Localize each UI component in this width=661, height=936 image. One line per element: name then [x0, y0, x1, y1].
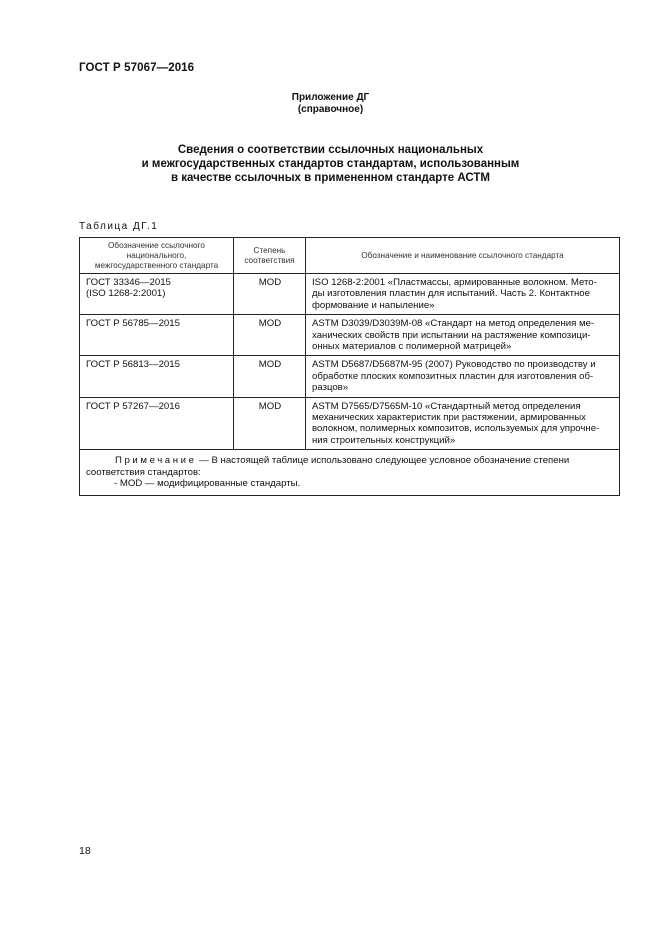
annex-subtitle: (справочное) — [297, 104, 364, 115]
table-row — [80, 274, 620, 315]
cell-designation: ГОСТ 33346—2015 (ISO 1268-2:2001) — [80, 274, 234, 315]
annex-heading — [0, 92, 661, 116]
note-text — [86, 455, 613, 478]
header-designation: Обозначение ссылочного национального, межгосударственного стандарта — [80, 238, 234, 274]
table-header-row — [80, 238, 620, 274]
cell-title: ASTM D7565/D7565M-10 «Стандартный метод определения механических характеристик при растяжении, армированных волокном, полимерных композитов, используемых для упрочне- ния строительных конструкций» — [306, 397, 620, 450]
document-code: ГОСТ Р 57067—2016 — [79, 62, 195, 74]
note-list-item: - MOD — модифицированные стандарты. — [114, 478, 301, 490]
cell-designation: ГОСТ Р 57267—2016 — [80, 397, 234, 450]
annex-main-title — [0, 143, 661, 185]
header-degree: Степень соответствия — [234, 238, 306, 274]
annex-title: Приложение ДГ — [291, 92, 370, 103]
table-caption: Таблица ДГ.1 — [79, 221, 159, 232]
cell-title: ISO 1268-2:2001 «Пластмассы, армированные волокном. Мето- ды изготовления пластин для испытаний. Часть 2. Контактное формование и напыление» — [306, 274, 620, 315]
note-lead: Примечание — [115, 455, 197, 467]
cell-degree: MOD — [234, 397, 306, 450]
title-line: Сведения о соответствии ссылочных национальных — [177, 144, 484, 156]
table-note-row — [80, 450, 620, 495]
table-row — [80, 356, 620, 397]
reference-standards-table — [79, 237, 620, 496]
cell-degree: MOD — [234, 356, 306, 397]
note-dash: — — [196, 455, 212, 467]
cell-degree: MOD — [234, 274, 306, 315]
title-line: и межгосударственных стандартов стандартам, использованным — [141, 158, 520, 170]
page-number: 18 — [79, 845, 91, 857]
cell-designation: ГОСТ Р 56813—2015 — [80, 356, 234, 397]
cell-designation: ГОСТ Р 56785—2015 — [80, 315, 234, 356]
note-body: В настоящей таблице использовано следующее условное обозначение степени соответствия стандартов: — [86, 455, 570, 478]
cell-degree: MOD — [234, 315, 306, 356]
cell-title: ASTM D5687/D5687M-95 (2007) Руководство по производству и обработке плоских композитных пластин для изготовления об- разцов» — [306, 356, 620, 397]
cell-title: ASTM D3039/D3039M-08 «Стандарт на метод определения ме- ханических свойств при испытании на растяжение композици- онных материалов с полимерной матрицей» — [306, 315, 620, 356]
table-row — [80, 315, 620, 356]
table-note — [80, 450, 620, 495]
header-title: Обозначение и наименование ссылочного стандарта — [306, 238, 620, 274]
table-row — [80, 397, 620, 450]
title-line: в качестве ссылочных в примененном стандарте АСТМ — [171, 172, 490, 184]
